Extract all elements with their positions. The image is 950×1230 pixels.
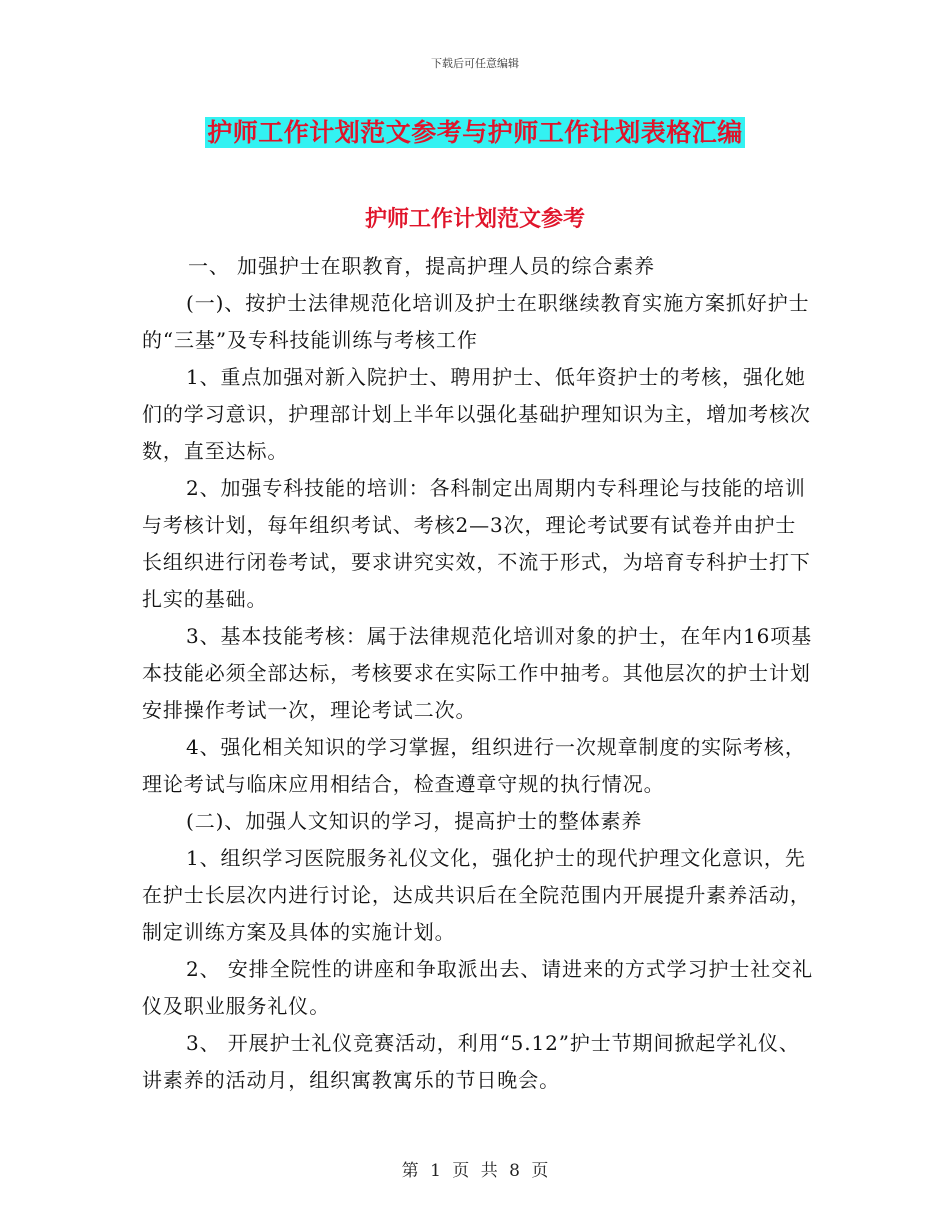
- header-note: 下载后可任意编辑: [431, 57, 519, 70]
- section-title: 护师工作计划范文参考: [364, 206, 585, 232]
- document-body: [142, 248, 814, 1099]
- document-title: [0, 113, 950, 149]
- paragraph-item-5: 1、组织学习医院服务礼仪文化，强化护士的现代护理文化意识，先在护士长层次内进行讨论，达成共识后在全院范围内开展提升素养活动，制定训练方案及具体的实施计划。: [142, 846, 811, 944]
- paragraph-item-3: 3、基本技能考核：属于法律规范化培训对象的护士，在年内16项基本技能必须全部达标，考核要求在实际工作中抽考。其他层次的护士计划安排操作考试一次，理论考试二次。: [142, 624, 813, 722]
- page-indicator: 第 1 页 共 8 页: [401, 1161, 549, 1181]
- paragraph-item-6: 2、 安排全院性的讲座和争取派出去、请进来的方式学习护士社交礼仪及职业服务礼仪。: [142, 957, 813, 1018]
- paragraph-item-7: 3、 开展护士礼仪竞赛活动，利用“5.12”护士节期间掀起学礼仪、讲素养的活动月，组织寓教寓乐的节日晚会。: [142, 1031, 800, 1092]
- paragraph-item-2: 2、加强专科技能的培训：各科制定出周期内专科理论与技能的培训与考核计划，每年组织考试、考核2—3次，理论考试要有试卷并由护士长组织进行闭卷考试，要求讲究实效，不流于形式，为培育专科护士打下扎实的基础。: [142, 476, 811, 611]
- document-title-text: 护师工作计划范文参考与护师工作计划表格汇编: [207, 118, 743, 147]
- paragraph-section-1-heading: 一、 加强护士在职教育，提高护理人员的综合素养: [188, 254, 656, 278]
- paragraph-item-1: 1、重点加强对新入院护士、聘用护士、低年资护士的考核，强化她们的学习意识，护理部计划上半年以强化基础护理知识为主，增加考核次数，直至达标。: [142, 365, 811, 463]
- paragraph-item-4: 4、强化相关知识的学习掌握，组织进行一次规章制度的实际考核，理论考试与临床应用相结合，检查遵章守规的执行情况。: [142, 735, 806, 796]
- paragraph-subsection-1: (一)、按护士法律规范化培训及护士在职继续教育实施方案抓好护士的“三基”及专科技能训练与考核工作: [142, 291, 810, 352]
- paragraph-subsection-2: (二)、加强人文知识的学习，提高护士的整体素养: [186, 809, 643, 833]
